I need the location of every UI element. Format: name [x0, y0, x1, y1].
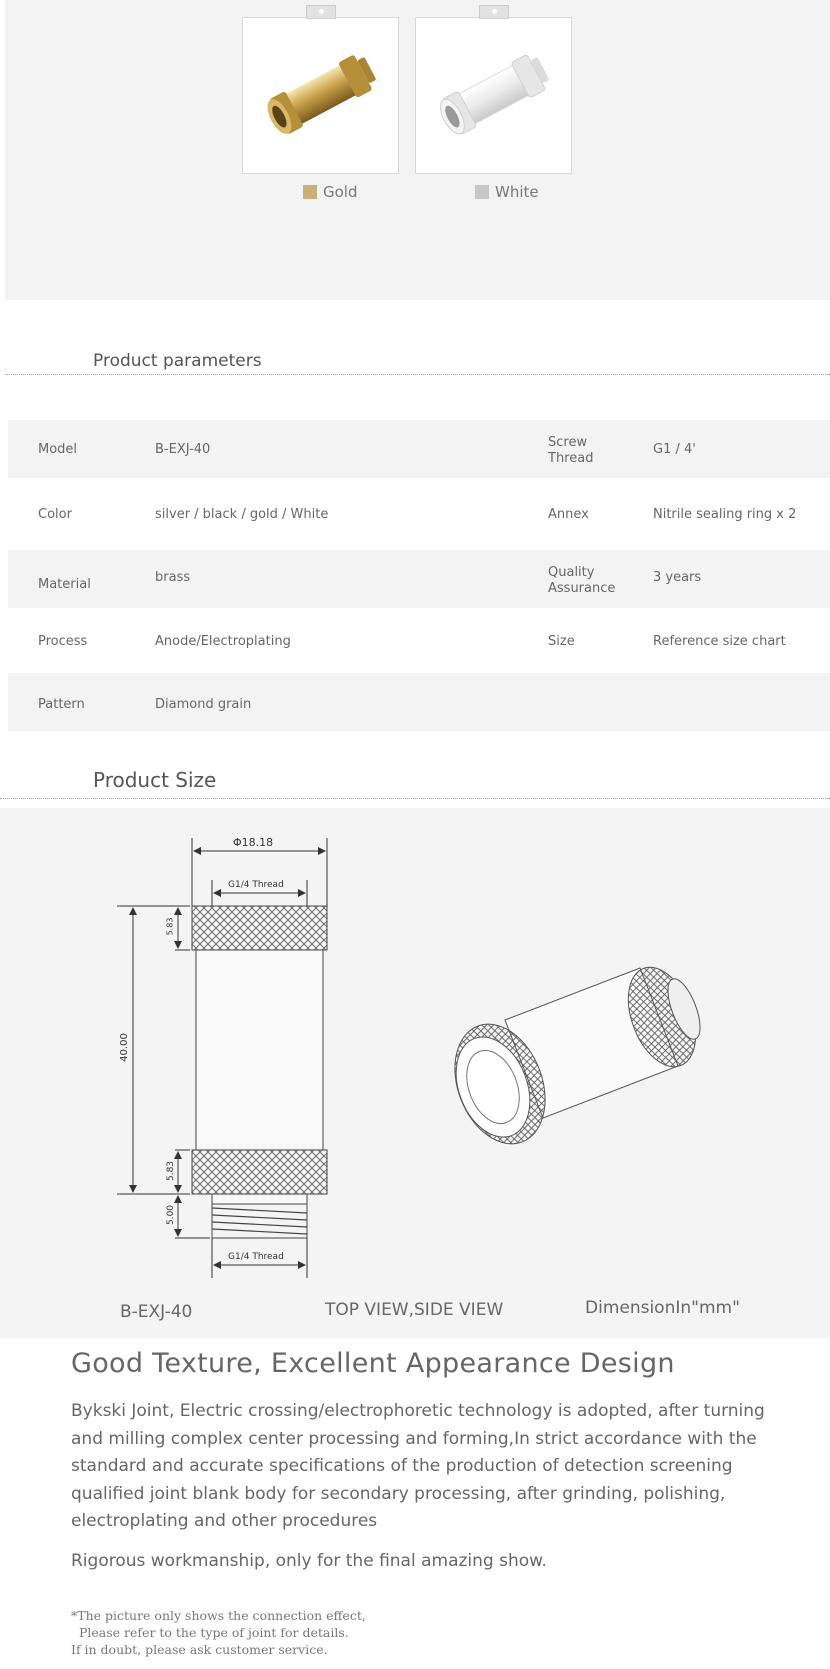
- dim-thread-top: G1/4 Thread: [228, 880, 284, 890]
- param-value: B-EXJ-40: [155, 442, 211, 457]
- footnote-line-2: Please refer to the type of joint for details.: [79, 1625, 349, 1640]
- param-label-2: Annex: [548, 507, 589, 522]
- param-label-2: Quality Assurance: [548, 565, 616, 596]
- dim-outer-diameter: Φ18.18: [233, 836, 274, 849]
- color-variants-section: [5, 0, 830, 300]
- param-label: Material: [38, 577, 91, 592]
- parameters-heading: Product parameters: [93, 351, 262, 371]
- param-value: Diamond grain: [155, 697, 252, 712]
- white-variant-card[interactable]: [415, 17, 572, 174]
- design-tagline: Rigorous workmanship, only for the final amazing show.: [71, 1551, 547, 1571]
- param-value: silver / black / gold / White: [155, 507, 329, 522]
- param-value-2: 3 years: [653, 570, 702, 585]
- param-label: Pattern: [38, 697, 85, 712]
- product-size-heading: Product Size: [93, 768, 217, 792]
- hang-tab-icon: [479, 5, 509, 19]
- param-label-2: Screw Thread: [548, 435, 594, 466]
- size-caption-units: DimensionIn"mm": [585, 1298, 740, 1318]
- gold-swatch-icon: [303, 185, 317, 199]
- gold-variant-card[interactable]: [242, 17, 399, 174]
- white-variant-label[interactable]: [475, 183, 539, 201]
- param-row-process: [8, 612, 830, 670]
- gold-variant-label[interactable]: [303, 183, 358, 201]
- param-value-2: G1 / 4': [653, 442, 696, 457]
- white-label-text: White: [495, 183, 539, 201]
- parameters-divider: [5, 374, 830, 375]
- param-label-2: Size: [548, 634, 575, 649]
- dim-knurl-bottom: 5.83: [166, 1160, 177, 1182]
- param-row-material: [8, 550, 830, 608]
- param-value: Anode/Electroplating: [155, 634, 291, 649]
- dimension-drawing: [0, 808, 830, 1338]
- size-caption-model: B-EXJ-40: [120, 1302, 193, 1322]
- param-label: Color: [38, 507, 72, 522]
- hang-tab-icon: [306, 5, 336, 19]
- footnote-line-3: If in doubt, please ask customer service.: [71, 1642, 328, 1657]
- design-headline: Good Texture, Excellent Appearance Design: [71, 1348, 675, 1379]
- footnote-line-1: *The picture only shows the connection effect,: [71, 1608, 366, 1623]
- white-swatch-icon: [475, 185, 489, 199]
- product-size-panel: [0, 808, 830, 1338]
- gold-fitting-image: [243, 18, 398, 173]
- param-value-2: Nitrile sealing ring x 2: [653, 507, 797, 522]
- dim-length: 40.00: [118, 1033, 130, 1062]
- product-size-divider: [0, 798, 830, 799]
- dim-thread-bottom: G1/4 Thread: [228, 1252, 284, 1262]
- param-label: Process: [38, 634, 88, 649]
- design-body: Bykski Joint, Electric crossing/electrophoretic technology is adopted, after turning and milling complex center processing and forming,In strict accordance with the standard and accurate specifications of the production of detection screening qualified joint blank body for secondary processing, after grinding, polishing, electroplating and other procedures: [71, 1401, 765, 1531]
- param-row-pattern: [8, 673, 830, 731]
- param-row-color: [8, 485, 830, 543]
- param-label: Model: [38, 442, 78, 457]
- dim-thread-length: 5.00: [166, 1204, 177, 1226]
- gold-label-text: Gold: [323, 183, 358, 201]
- param-value-2: Reference size chart: [653, 634, 786, 649]
- param-row-model: [8, 420, 830, 478]
- size-caption-views: TOP VIEW,SIDE VIEW: [325, 1300, 504, 1320]
- white-fitting-image: [416, 18, 571, 173]
- param-value: brass: [155, 570, 191, 585]
- dim-knurl-top: 5.83: [165, 917, 175, 936]
